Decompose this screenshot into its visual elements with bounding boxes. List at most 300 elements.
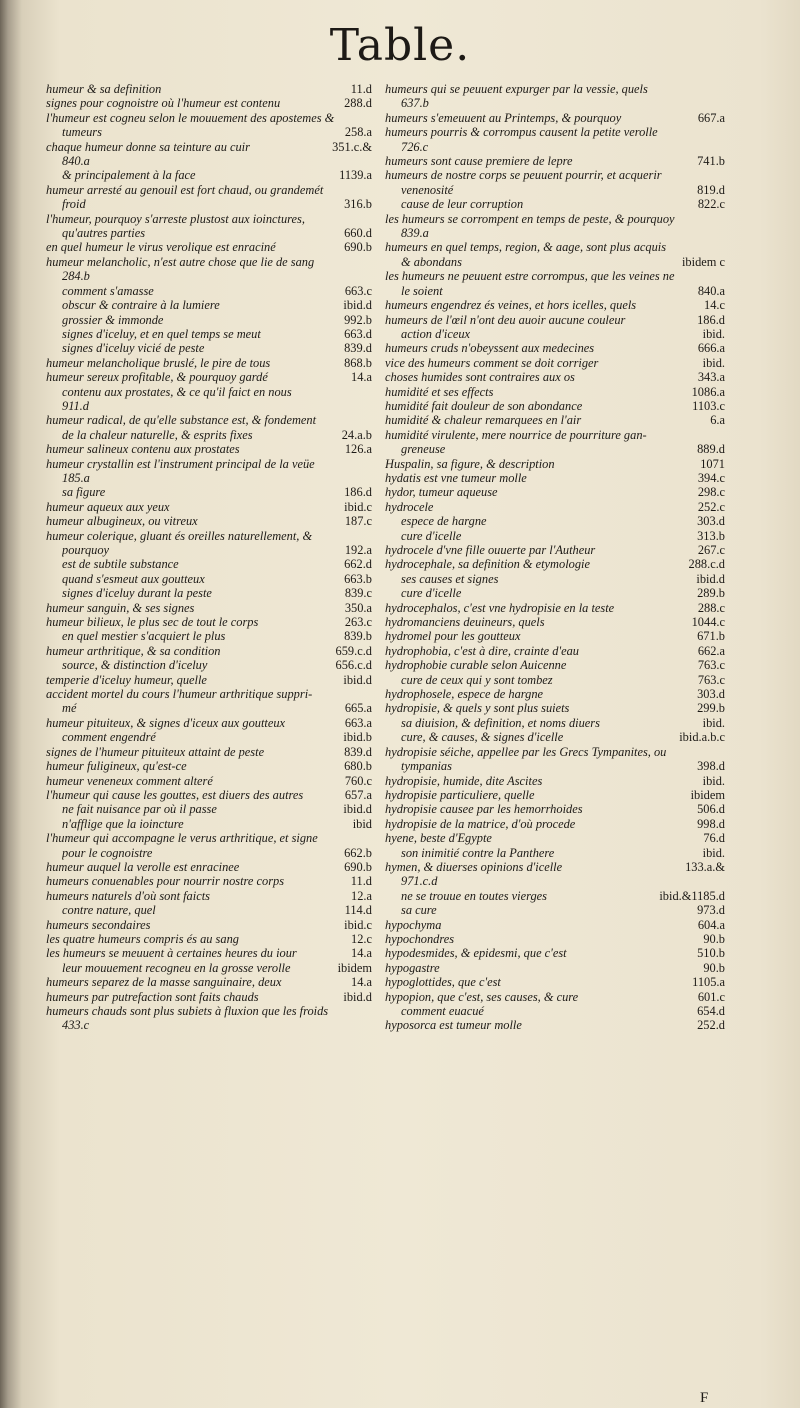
index-entry bbox=[385, 687, 725, 701]
index-entry bbox=[46, 687, 372, 701]
entry-text: hydropisie particuliere, quelle bbox=[385, 787, 535, 802]
entry-text: venenosité bbox=[401, 182, 454, 197]
entry-text: signes d'iceluy vicié de peste bbox=[62, 341, 205, 356]
index-entry bbox=[385, 500, 725, 514]
entry-text: 726.c bbox=[401, 139, 429, 154]
entry-reference: 351.c.& bbox=[332, 139, 372, 154]
index-entry bbox=[46, 399, 372, 413]
index-entry bbox=[46, 183, 372, 197]
entry-text: en quel humeur le virus verolique est enraciné bbox=[46, 240, 276, 255]
entry-text: humeurs chauds sont plus subiets à fluxion que les froids bbox=[46, 1004, 329, 1018]
entry-text: humeur melancholic, n'est autre chose que lie de sang bbox=[46, 254, 315, 269]
entry-text: contre nature, quel bbox=[62, 903, 156, 918]
index-entry bbox=[385, 557, 725, 571]
entry-reference: ibidem c bbox=[681, 254, 725, 269]
index-entry bbox=[46, 975, 372, 989]
index-entry bbox=[385, 946, 725, 960]
index-entry bbox=[46, 514, 372, 528]
entry-reference bbox=[721, 874, 725, 888]
entry-reference: 671.b bbox=[697, 629, 725, 644]
index-entry bbox=[385, 860, 725, 874]
entry-text: humeur radical, de qu'elle substance est, & fondement bbox=[46, 413, 317, 428]
left-index-column bbox=[46, 82, 372, 1033]
index-entry bbox=[46, 615, 372, 629]
entry-text: l'humeur, pourquoy s'arreste plustost aux ioinctures, bbox=[46, 211, 305, 226]
index-entry bbox=[46, 1018, 372, 1032]
entry-reference: 663.c bbox=[344, 283, 372, 298]
entry-reference bbox=[721, 140, 725, 154]
index-entry bbox=[46, 255, 372, 269]
entry-reference: 90.b bbox=[703, 931, 725, 946]
entry-text: humeur pituiteux, & signes d'iceux aux goutteux bbox=[46, 715, 286, 730]
entry-text: hydrocele d'vne fille ouuerte par l'Autheur bbox=[385, 543, 596, 557]
entry-text: humeurs sont cause premiere de lepre bbox=[385, 154, 573, 169]
entry-text: humeurs conuenables pour nourrir nostre corps bbox=[46, 874, 285, 889]
entry-reference: 662.b bbox=[344, 845, 372, 860]
entry-text: hyposorca est tumeur molle bbox=[385, 1018, 522, 1033]
index-entry bbox=[385, 658, 725, 672]
entry-text: chaque humeur donne sa teinture au cuir bbox=[46, 139, 250, 154]
entry-text: temperie d'iceluy humeur, quelle bbox=[46, 672, 207, 687]
index-entry bbox=[385, 485, 725, 499]
index-entry bbox=[46, 601, 372, 615]
entry-reference: 690.b bbox=[344, 240, 372, 255]
index-entry bbox=[46, 471, 372, 485]
entry-reference bbox=[368, 255, 372, 269]
entry-text: tympanias bbox=[401, 759, 452, 774]
entry-reference: 690.b bbox=[344, 859, 372, 874]
index-entry bbox=[385, 226, 725, 240]
entry-reference bbox=[368, 1004, 372, 1018]
index-entry bbox=[385, 284, 725, 298]
entry-text: comment engendré bbox=[62, 730, 156, 745]
entry-text: 637.b bbox=[401, 96, 429, 111]
index-entry bbox=[385, 471, 725, 485]
index-entry bbox=[385, 961, 725, 975]
entry-reference: 313.b bbox=[697, 528, 725, 543]
entry-text: comment s'amasse bbox=[62, 283, 154, 298]
entry-reference bbox=[368, 385, 372, 399]
entry-text: humeur fuligineux, qu'est-ce bbox=[46, 759, 187, 774]
entry-reference: ibid. bbox=[702, 326, 725, 341]
entry-text: de la chaleur naturelle, & esprits fixes bbox=[62, 427, 253, 442]
entry-reference: 316.b bbox=[344, 197, 372, 212]
index-entry bbox=[385, 846, 725, 860]
entry-text: hydrophobia, c'est à dire, crainte d'eau bbox=[385, 643, 579, 658]
entry-reference bbox=[721, 269, 725, 283]
index-entry bbox=[385, 154, 725, 168]
entry-text: action d'iceux bbox=[401, 326, 471, 341]
index-entry bbox=[385, 543, 725, 557]
index-entry bbox=[46, 140, 372, 154]
entry-text: humeurs qui se peuuent expurger par la vessie, quels bbox=[385, 82, 648, 96]
entry-text: leur mouuement recogneu en la grosse verolle bbox=[62, 960, 291, 975]
entry-reference: 656.c.d bbox=[335, 658, 372, 673]
entry-reference: 662.a bbox=[697, 643, 725, 658]
page-title: Table. bbox=[329, 20, 471, 71]
index-entry bbox=[46, 572, 372, 586]
entry-reference: 657.a bbox=[344, 787, 372, 802]
entry-reference: 114.d bbox=[344, 903, 372, 918]
entry-text: les humeurs se meuuent à certaines heures du iour bbox=[46, 946, 297, 961]
index-entry bbox=[385, 932, 725, 946]
entry-reference: 839.d bbox=[344, 744, 372, 759]
index-entry bbox=[385, 269, 725, 283]
entry-text: humeurs pourris & corrompus causent la petite verolle bbox=[385, 125, 658, 140]
entry-text: & principalement à la face bbox=[62, 168, 196, 183]
entry-text: humeurs s'emeuuent au Printemps, & pourquoy bbox=[385, 110, 622, 125]
entry-reference: ibid. bbox=[702, 773, 725, 788]
entry-text: grossier & immonde bbox=[62, 312, 164, 327]
entry-reference: 343.a bbox=[697, 370, 725, 385]
index-entry bbox=[46, 774, 372, 788]
index-entry bbox=[385, 716, 725, 730]
entry-text: signes d'iceluy, et en quel temps se meut bbox=[62, 326, 261, 341]
entry-text: son inimitié contre la Panthere bbox=[401, 845, 555, 860]
entry-reference: 11.d bbox=[350, 874, 372, 889]
entry-reference: ibidem bbox=[337, 960, 372, 975]
index-entry bbox=[385, 255, 725, 269]
entry-reference bbox=[721, 125, 725, 139]
entry-text: ne se trouue en toutes vierges bbox=[401, 888, 548, 903]
entry-reference bbox=[368, 183, 372, 197]
entry-reference: 12.c bbox=[351, 931, 372, 946]
index-entry bbox=[46, 154, 372, 168]
entry-text: cure, & causes, & signes d'icelle bbox=[401, 730, 564, 745]
index-entry bbox=[46, 1004, 372, 1018]
entry-reference: 14.a bbox=[351, 975, 372, 990]
entry-reference: 299.b bbox=[697, 701, 725, 716]
entry-reference: 660.d bbox=[344, 226, 372, 241]
entry-reference: 763.c bbox=[697, 658, 725, 673]
entry-text: hymen, & diuerses opinions d'icelle bbox=[385, 859, 563, 874]
index-entry bbox=[385, 529, 725, 543]
entry-reference: ibid.d bbox=[343, 672, 372, 687]
entry-reference bbox=[721, 212, 725, 226]
entry-reference: 663.a bbox=[344, 715, 372, 730]
entry-text: sa cure bbox=[401, 903, 437, 918]
entry-text: signes pour cognoistre où l'humeur est contenu bbox=[46, 96, 281, 111]
index-entry bbox=[46, 284, 372, 298]
index-entry bbox=[385, 601, 725, 615]
entry-text: Huspalin, sa figure, & description bbox=[385, 456, 555, 471]
index-entry bbox=[385, 788, 725, 802]
entry-reference: 510.b bbox=[697, 946, 725, 961]
entry-text: cause de leur corruption bbox=[401, 197, 524, 212]
index-entry bbox=[385, 82, 725, 96]
entry-reference bbox=[721, 745, 725, 759]
entry-text: humeur aqueux aux yeux bbox=[46, 499, 170, 514]
entry-reference: 839.d bbox=[344, 341, 372, 356]
entry-reference: ibid.d bbox=[343, 298, 372, 313]
entry-text: espece de hargne bbox=[401, 514, 487, 529]
entry-text: humeur melancholique bruslé, le pire de tous bbox=[46, 355, 271, 370]
index-entry bbox=[385, 903, 725, 917]
index-entry bbox=[46, 543, 372, 557]
entry-reference: 506.d bbox=[697, 802, 725, 817]
entry-text: contenu aux prostates, & ce qu'il faict en nous bbox=[62, 384, 292, 399]
entry-reference bbox=[368, 399, 372, 413]
entry-reference: 76.d bbox=[703, 831, 725, 846]
index-entry bbox=[385, 990, 725, 1004]
entry-reference: 868.b bbox=[344, 355, 372, 370]
entry-reference bbox=[368, 212, 372, 226]
entry-reference: 398.d bbox=[697, 759, 725, 774]
entry-text: 911.d bbox=[62, 398, 89, 413]
index-entry bbox=[385, 385, 725, 399]
entry-reference: 1139.a bbox=[339, 168, 372, 183]
index-entry bbox=[385, 730, 725, 744]
entry-text: accident mortel du cours l'humeur arthritique suppri- bbox=[46, 687, 313, 702]
entry-reference: 186.d bbox=[697, 312, 725, 327]
entry-text: 433.c bbox=[62, 1018, 90, 1033]
index-entry bbox=[385, 341, 725, 355]
entry-text: hypopion, que c'est, ses causes, & cure bbox=[385, 989, 579, 1004]
entry-text: humeur salineux contenu aux prostates bbox=[46, 442, 240, 457]
entry-reference bbox=[721, 226, 725, 240]
entry-reference: ibid. bbox=[702, 355, 725, 370]
index-entry bbox=[385, 399, 725, 413]
entry-reference: 288.d bbox=[344, 96, 372, 111]
index-entry bbox=[385, 183, 725, 197]
entry-reference: 601.c bbox=[697, 989, 725, 1004]
entry-text: 840.a bbox=[62, 154, 90, 169]
index-entry bbox=[46, 846, 372, 860]
entry-reference: 14.a bbox=[351, 946, 372, 961]
entry-text: hydromel pour les goutteux bbox=[385, 629, 521, 644]
entry-text: froid bbox=[62, 197, 86, 212]
entry-reference: 187.c bbox=[344, 514, 372, 529]
index-entry bbox=[385, 413, 725, 427]
entry-text: hydropisie, & quels y sont plus suiets bbox=[385, 701, 570, 716]
entry-text: humidité et ses effects bbox=[385, 384, 494, 399]
entry-reference: 604.a bbox=[697, 917, 725, 932]
entry-reference bbox=[368, 471, 372, 485]
entry-reference: 126.a bbox=[344, 442, 372, 457]
index-entry bbox=[46, 557, 372, 571]
entry-text: sa diuision, & definition, et noms diuers bbox=[401, 715, 600, 730]
index-entry bbox=[385, 240, 725, 254]
entry-text: signes d'iceluy durant la peste bbox=[62, 586, 212, 601]
entry-reference: 992.b bbox=[344, 312, 372, 327]
entry-text: n'afflige que la ioincture bbox=[62, 816, 184, 831]
entry-reference: 288.c bbox=[697, 600, 725, 615]
index-entry bbox=[46, 673, 372, 687]
index-entry bbox=[46, 716, 372, 730]
entry-reference: 760.c bbox=[344, 773, 372, 788]
entry-text: humidité & chaleur remarquees en l'air bbox=[385, 413, 582, 428]
index-entry bbox=[46, 111, 372, 125]
entry-text: hypodesmides, & epidesmi, que c'est bbox=[385, 946, 567, 961]
index-entry bbox=[46, 298, 372, 312]
entry-reference: 665.a bbox=[344, 701, 372, 716]
index-entry bbox=[46, 457, 372, 471]
right-index-column bbox=[385, 82, 725, 1033]
entry-text: humeurs cruds n'obeyssent aux medecines bbox=[385, 341, 595, 356]
entry-reference: 14.a bbox=[351, 370, 372, 385]
entry-reference: 192.a bbox=[344, 543, 372, 557]
index-entry bbox=[385, 615, 725, 629]
entry-reference bbox=[368, 831, 372, 845]
index-entry bbox=[385, 629, 725, 643]
entry-text: les humeurs ne peuuent estre corrompus, que les veines ne bbox=[385, 269, 675, 284]
entry-text: hydrocephale, sa definition & etymologie bbox=[385, 557, 590, 572]
entry-reference: ibidem bbox=[690, 787, 725, 802]
index-entry bbox=[46, 903, 372, 917]
index-entry bbox=[46, 874, 372, 888]
index-entry bbox=[385, 197, 725, 211]
entry-reference: 741.b bbox=[697, 154, 725, 169]
index-entry bbox=[385, 356, 725, 370]
index-entry bbox=[385, 802, 725, 816]
entry-text: humeurs de nostre corps se peuuent pourrir, et acquerir bbox=[385, 168, 662, 183]
entry-reference: 840.a bbox=[697, 283, 725, 298]
entry-text: 185.a bbox=[62, 470, 90, 485]
entry-reference: 822.c bbox=[697, 197, 725, 212]
entry-reference: 763.c bbox=[697, 672, 725, 687]
index-entry bbox=[385, 125, 725, 139]
entry-reference: 252.c bbox=[697, 499, 725, 514]
entry-text: hypochyma bbox=[385, 917, 442, 932]
index-entry bbox=[46, 356, 372, 370]
entry-text: cure d'icelle bbox=[401, 528, 462, 543]
index-entry bbox=[46, 586, 372, 600]
index-entry bbox=[385, 586, 725, 600]
entry-reference bbox=[368, 687, 372, 701]
index-entry bbox=[46, 341, 372, 355]
index-entry bbox=[385, 96, 725, 110]
entry-text: mé bbox=[62, 701, 77, 716]
index-entry bbox=[385, 975, 725, 989]
entry-reference bbox=[368, 154, 372, 168]
index-entry bbox=[46, 658, 372, 672]
entry-reference: 303.d bbox=[697, 514, 725, 529]
entry-reference: 667.a bbox=[697, 110, 725, 125]
entry-reference: ibid bbox=[352, 816, 372, 831]
entry-text: humeurs en quel temps, region, & aage, sont plus acquis bbox=[385, 240, 667, 255]
entry-reference: 133.a.& bbox=[685, 859, 725, 874]
index-entry bbox=[46, 428, 372, 442]
index-entry bbox=[385, 1004, 725, 1018]
entry-reference: 819.d bbox=[697, 182, 725, 197]
entry-text: hypogastre bbox=[385, 960, 440, 975]
entry-text: cure de ceux qui y sont tombez bbox=[401, 672, 553, 687]
entry-text: hydrophobie curable selon Auicenne bbox=[385, 658, 567, 673]
entry-text: l'humeur qui cause les gouttes, est diuers des autres bbox=[46, 787, 304, 802]
entry-text: hydor, tumeur aqueuse bbox=[385, 485, 498, 500]
entry-text: choses humides sont contraires aux os bbox=[385, 370, 575, 385]
index-entry bbox=[46, 413, 372, 427]
index-entry bbox=[46, 313, 372, 327]
entry-reference bbox=[721, 428, 725, 442]
entry-text: pour le cognoistre bbox=[62, 845, 153, 860]
entry-text: sa figure bbox=[62, 485, 106, 500]
entry-reference bbox=[721, 82, 725, 96]
entry-reference: 289.b bbox=[697, 586, 725, 601]
entry-text: les quatre humeurs compris és au sang bbox=[46, 931, 239, 946]
entry-reference: 303.d bbox=[697, 687, 725, 702]
entry-text: hydropisie de la matrice, d'où procede bbox=[385, 816, 576, 831]
index-entry bbox=[46, 889, 372, 903]
index-entry bbox=[46, 817, 372, 831]
entry-reference: 12.a bbox=[351, 888, 372, 903]
entry-text: humidité fait douleur de son abondance bbox=[385, 398, 583, 413]
entry-reference: 267.c bbox=[697, 543, 725, 557]
entry-text: pourquoy bbox=[62, 543, 110, 557]
index-entry bbox=[385, 831, 725, 845]
entry-reference: ibid.a.b.c bbox=[679, 730, 725, 745]
entry-reference bbox=[368, 413, 372, 427]
index-entry bbox=[385, 442, 725, 456]
index-entry bbox=[385, 874, 725, 888]
entry-text: humeur sanguin, & ses signes bbox=[46, 600, 195, 615]
entry-reference: 1105.a bbox=[692, 975, 725, 990]
index-entry bbox=[385, 918, 725, 932]
index-entry bbox=[46, 946, 372, 960]
index-entry bbox=[385, 327, 725, 341]
entry-reference: 298.c bbox=[697, 485, 725, 500]
entry-text: humeur veneneux comment alteré bbox=[46, 773, 213, 788]
entry-text: hyene, beste d'Egypte bbox=[385, 831, 492, 846]
entry-text: les humeurs se corrompent en temps de peste, & pourquoy bbox=[385, 211, 675, 226]
entry-text: & abondans bbox=[401, 254, 462, 269]
entry-text: humeur crystallin est l'instrument principal de la veüe bbox=[46, 456, 315, 471]
index-entry bbox=[385, 140, 725, 154]
index-entry bbox=[385, 745, 725, 759]
entry-reference: 973.d bbox=[697, 903, 725, 918]
entry-reference: 90.b bbox=[703, 960, 725, 975]
index-entry bbox=[46, 370, 372, 384]
entry-text: l'humeur est cogneu selon le mouuement des apostemes & bbox=[46, 110, 335, 125]
entry-reference: 680.b bbox=[344, 759, 372, 774]
entry-reference: 662.d bbox=[344, 557, 372, 572]
entry-text: humeurs naturels d'où sont faicts bbox=[46, 888, 210, 903]
entry-text: humeurs secondaires bbox=[46, 917, 151, 932]
index-entry bbox=[46, 385, 372, 399]
entry-reference: ibid. bbox=[702, 845, 725, 860]
entry-reference: ibid.c bbox=[344, 917, 372, 932]
index-entry bbox=[385, 428, 725, 442]
entry-reference: 288.c.d bbox=[688, 557, 725, 572]
index-entry bbox=[385, 759, 725, 773]
index-entry bbox=[385, 168, 725, 182]
entry-text: obscur & contraire à la lumiere bbox=[62, 298, 220, 313]
index-entry bbox=[46, 759, 372, 773]
entry-reference: 666.a bbox=[697, 341, 725, 356]
entry-reference: 252.d bbox=[697, 1018, 725, 1033]
entry-text: le soient bbox=[401, 283, 443, 298]
index-entry bbox=[385, 457, 725, 471]
entry-reference bbox=[368, 111, 372, 125]
entry-text: vice des humeurs comment se doit corriger bbox=[385, 355, 599, 370]
entry-reference: ibid. bbox=[702, 715, 725, 730]
index-entry bbox=[385, 817, 725, 831]
entry-reference: 6.a bbox=[710, 413, 725, 428]
index-entry bbox=[46, 788, 372, 802]
index-entry bbox=[46, 82, 372, 96]
entry-text: quand s'esmeut aux goutteux bbox=[62, 571, 205, 586]
entry-text: humidité virulente, mere nourrice de pourriture gan- bbox=[385, 427, 647, 442]
entry-text: tumeurs bbox=[62, 125, 102, 140]
index-entry bbox=[385, 572, 725, 586]
entry-text: l'humeur qui accompagne le verus arthritique, et signe bbox=[46, 831, 318, 846]
index-entry bbox=[46, 918, 372, 932]
index-entry bbox=[385, 889, 725, 903]
entry-text: est de subtile substance bbox=[62, 557, 179, 572]
index-entry bbox=[46, 96, 372, 110]
entry-reference: ibid.&1185.d bbox=[659, 888, 725, 903]
entry-text: humeur arresté au genouil est fort chaud, ou grandemét bbox=[46, 182, 324, 197]
